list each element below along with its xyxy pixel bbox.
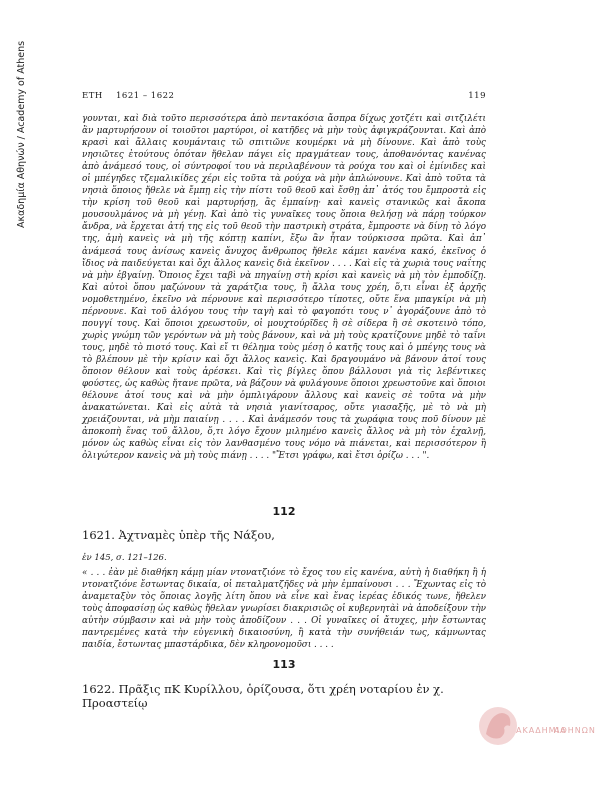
- entry-heading-1622: 1622. Πρᾶξις πΚ Κυρίλλου, ὁρίζουσα, ὅτι χρέη νοταρίου ἐν χ. Προαστείῳ: [82, 682, 444, 710]
- document-number-112: 112: [272, 505, 296, 518]
- running-head-years: 1621 – 1622: [116, 91, 175, 101]
- academy-watermark: [476, 702, 596, 748]
- entry-excerpt-1621: « . . . ἐὰν μὲ διαθήκη κάμῃ μίαν ντονατζιόνε τὸ ἔχος του εἰς κανένα, αὐτὴ ἡ διαθήκη ἢ ἡ ντονατζιόνε ἔστωντας δικαία, οἱ πεταλματζῆδες νὰ μὴν ἐμπαίνουσι . . . Ἔχωντας εἰς τὸ ἀναμεταξὺν τὸς ὅποιας λογῆς λίτη ὅπου νὰ εἶνε καὶ ἕνας ἱερέας ἐδικός τωνε, ἤθελεν τοὺς ἀποφασίσῃ ὡς καθὼς ἤθελαν γνωρίσει διακρισιῶς οἱ κυβερνητὰὶ νὰ ἀποδείξουν τὴν αὐτὴν σύμβασιν καὶ νὰ μὴν τοὺς ἀποδίζουν . . . Οἱ γυναῖκες οἱ ἄτυχες, μὴν ἔστωντας παντρεμένες κατὰ τὴν εὐγενικὴ δικαιοσύνη, ἢ κατὰ τὴν συνήθειάν τως, κάμνωντας παιδία, ἔστωντας μπαστάρδικα, δὲν κληρονομοῦσι . . . .: [82, 568, 486, 651]
- entry-heading-1621: 1621. Ἀχτναμὲς ὑπὲρ τῆς Νάξου,: [82, 528, 275, 542]
- side-stamp-text: Ακαδημία Αθηνών / Academy of Athens: [16, 40, 27, 228]
- watermark-left-text: ΑΚΑΔΗΜΙΑ: [516, 726, 567, 735]
- running-head-left: [82, 91, 174, 101]
- running-head-label: ΕΤΗ: [82, 91, 103, 101]
- document-number-113: 113: [272, 658, 296, 671]
- running-head: [82, 91, 486, 101]
- page-number: 119: [468, 91, 486, 101]
- entry-source-reference: ἐν 145, σ. 121–126.: [82, 553, 167, 563]
- athena-head-icon: [476, 704, 520, 748]
- watermark-right-text: ΑΘΗΝΩΝ: [554, 726, 596, 735]
- academy-side-stamp: [4, 38, 27, 228]
- document-body-text: γουνται, καὶ διὰ τοῦτο περισσότερα ἀπὸ πεντακόσια ἄσπρα δίχως χοτζέτι καὶ σιτζιλέτι ἂν μαρτυρήσουν οἱ τοιοῦτοι μαρτύροι, οἱ κατῆδες νὰ μὴν τοὺς ἀφιγκράζουνται. Καὶ ἀπὸ κρασὶ καὶ ἄλλαις κουμάνταις τῶ σπιτιῶνε κουμέρκι νὰ μὴ δίνουνε. Καὶ ἀπὸ τοὺς νησιῶτες ἐτούτους ὁπόταν ἤθελαν πάγει εἰς πραγμάτεαν τους, ἀποθανόντας κανένας ἀπὸ ἀνάμεσό τους, οἱ σύντροφοί του νὰ περιλαβένουν τὰ ρούχα του καὶ οἱ ἐμίνιδες καὶ οἱ μπέγηδες τζεμαλικίδες χέρι εἰς τοῦτα τὰ ρούχα νὰ μὴν ἁπλώνουνε. Καὶ ἀπὸ τοῦτα τὰ νησιὰ ὅποιος ἤθελε νὰ ἔμπῃ εἰς τὴν πίστι τοῦ θεοῦ καὶ ἔσθῃ ἀπ᾽ ἀτός του ἔμπροστὰ εἰς τὴν κρίση τοῦ θεοῦ καὶ μαρτυρήσῃ, ἂς ἐμπαίνῃ· καὶ κανεὶς στανικῶς καὶ ἄκοπα μουσουλμάνος νὰ μὴ γένῃ. Καὶ ἀπὸ τὶς γυναῖκες τους ὅποια θελήσῃ νὰ πάρῃ τούρκον ἄνδρα, νὰ ἔρχεται ἀτή της εἰς τοῦ θεοῦ τὴν παστρικὴ στράτα, ἔμπροστε νὰ δίνῃ τὸ λόγο της, ἀμὴ κανεὶς νὰ μὴ τῆς κόπτῃ καπίνι, ἔξω ἂν ἦταν τούρκισσα πρῶτα. Καὶ ἀπ᾽ ἀνάμεσά τους ἀνίσως κανεὶς ἄνυχος ἄνθρωπος ἤθελε κάμει κανένα κακό, ἐκεῖνος ὁ ἴδιος νὰ παιδεύγεται καὶ ὄχι ἄλλος κανεὶς διὰ ἐκεῖνον . . . . Καὶ εἰς τὰ χωριὰ τους ναΐτης νὰ μὴν ἐβγαίνῃ. Ὅποιος ἔχει ταβὶ νὰ πηγαίνῃ στὴ κρίσι καὶ κανεὶς νὰ μὴ τὸν ἐμποδίζῃ. Καὶ αὐτοὶ ὅπου μαζώνουν τὰ χαράτζια τους, ἢ ἄλλα τους χρέη, ὅ,τι εἶναι ἐξ ἀρχῆς νομοθετημένο, ἐκεῖνο νὰ πέρνουνε καὶ περισσότερο τίποτες, οὔτε ἕνα μπαγκίρι νὰ μὴ πέρνουνε. Καὶ τοῦ ἀλόγου τους τὴν ταγὴ καὶ τὸ φαγοπότι τους ν᾽ ἀγοράζουνε ἀπὸ τὸ πουγγί τους. Καὶ ὅποιοι χρεωστοῦν, οἱ μουχτούρῖδες ἢ σὲ σίδερα ἢ σὲ σκοτεινὸ τόπο, χωρὶς γνώμη τῶν γερόντων νὰ μὴ τοὺς βάνουν, καὶ νὰ μὴ τοὺς κρατίζουνε μηδὲ τὸ ταΐνι τους, μηδὲ τὸ πιοτό τους. Καὶ εἴ τι θέλημα τοὺς μέσῃ ὁ κατῆς τους καὶ ὁ μπέγης τους νὰ τὸ βλέπουν μὲ τὴν κρίσιν καὶ ὄχι ἄλλος κανεὶς. Καὶ δραγουμάνο νὰ βάνουν ἀτοί τους ὅποιον θέλουν καὶ τοὺς ἀρέσκει. Καὶ τὶς βίγλες ὅπου βάλλουσι γιὰ τὶς λεβέντικες φούστες, ὡς καθὼς ἤτανε πρῶτα, νὰ βάζουν νὰ φυλάγουνε ὅποιοι χρεωστοῦνε καὶ ὅποιοι θέλουνε ἀτοί τους καὶ νὰ μὴν ὁμπλιγάρουν ἄλλους καὶ κανεὶς σὲ τοῦτα νὰ μὴν ἀνακατώνεται. Καὶ εἰς αὐτὰ τὰ νησιὰ γιανίτσαρος, οὔτε γιασαξῆς, μὲ τὸ νὰ μὴ χρειάζουνται, νὰ μὴμ παιαίνῃ . . . . Καὶ ἀνάμεσόν τους τὰ χωράφια τους ποῦ δίνουν μὲ ἀποκοπὴ ἕνας τοῦ ἄλλου, ὅ,τι λόγο ἔχουν μιλημένο κανεὶς ἄλλος νὰ μὴ τὸν ἐχαλνῇ, μόνον ὡς καθὼς εἶναι εἰς τὸν λανθασμένο τους νόμο νὰ πιάνεται, καὶ περισσότερον ἢ ὀλιγώτερον κανεὶς νὰ μὴ τοὺς πιάνῃ . . . . "Ἔτσι γράφω, καὶ ἔτσι ὁρίζω . . . ".: [82, 114, 486, 462]
